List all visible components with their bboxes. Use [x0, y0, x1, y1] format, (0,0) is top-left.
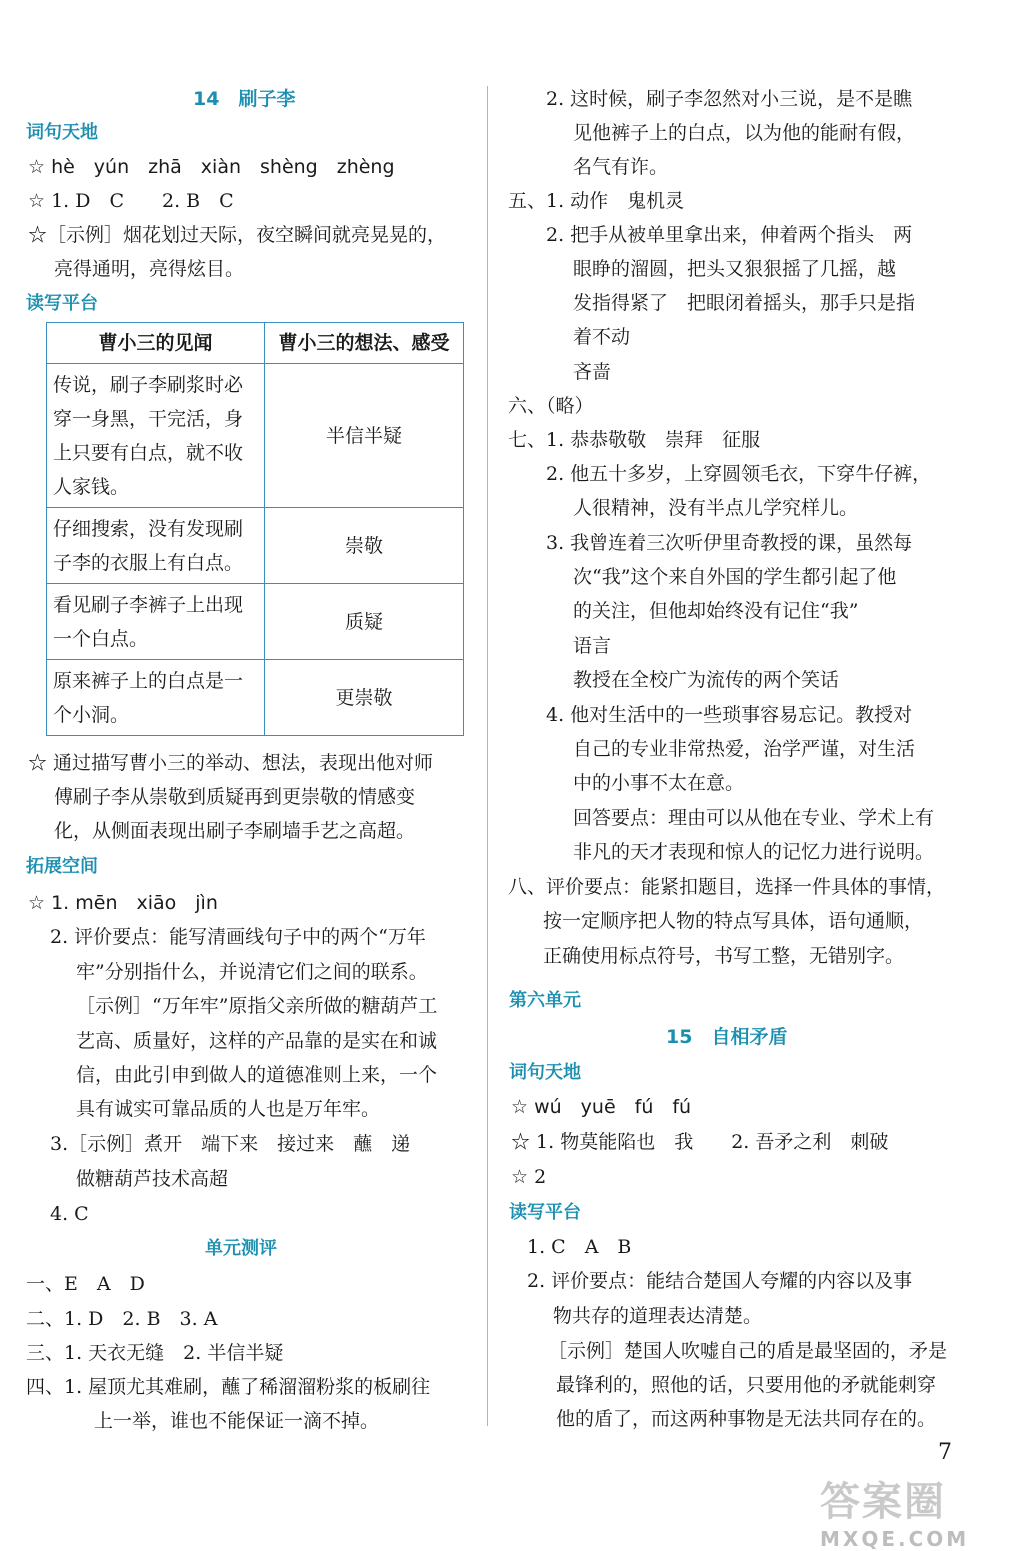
watermark-text: 答案圈	[820, 1479, 946, 1525]
watermark-logo	[820, 1470, 1000, 1551]
answer-line: 名气有诈。	[573, 156, 669, 178]
answer-line: 中的小事不太在意。	[573, 772, 745, 794]
answer-line: 他的盾了，而这两种事物是无法共同存在的。	[556, 1408, 937, 1430]
answer-line: 发指得紧了 把眼闭着摇头，那手只是指	[573, 292, 916, 314]
table-cell: 仔细搜索，没有发现刷 子李的衣服上有白点。	[47, 508, 265, 584]
unit-test-heading: 单元测评	[205, 1238, 277, 1259]
answer-line: 一、E A D	[26, 1273, 145, 1295]
answer-line: ☆ 1. 物莫能陷也 我 2. 吾矛之利 刺破	[511, 1131, 889, 1153]
answer-line: 着不动	[573, 326, 631, 348]
answer-line: 2. 把手从被单里拿出来，伸着两个指头 两	[546, 224, 913, 246]
answer-line: 牢”分别指什么，并说清它们之间的联系。	[76, 961, 428, 983]
answer-line: 的关注，但他却始终没有记住“我”	[573, 600, 859, 622]
answer-line: ［示例］楚国人吹嘘自己的盾是最坚固的，矛是	[548, 1340, 948, 1362]
answer-line: 4. C	[50, 1203, 89, 1225]
answer-line: 最锋利的，照他的话，只要用他的矛就能刺穿	[556, 1374, 937, 1396]
answer-line: 物共存的道理表达清楚。	[553, 1305, 763, 1327]
answer-line: 三、1. 天衣无缝 2. 半信半疑	[26, 1342, 284, 1364]
section-heading-reading-writing: 读写平台	[26, 293, 98, 314]
section-heading-reading-writing: 读写平台	[509, 1202, 581, 1223]
answer-line: 按一定顺序把人物的特点写具体，语句通顺，	[543, 910, 924, 932]
answer-line: 傅刷子李从崇敬到质疑再到更崇敬的情感变	[54, 786, 416, 808]
answer-line: 亮得通明，亮得炫目。	[54, 258, 245, 280]
answer-line: 自己的专业非常热爱，治学严谨，对生活	[573, 738, 916, 760]
answer-line: 八、评价要点：能紧扣题目，选择一件具体的事情，	[508, 876, 946, 898]
answer-line: 2. 评价要点：能结合楚国人夸耀的内容以及事	[527, 1270, 913, 1292]
answer-line: 二、1. D 2. B 3. A	[26, 1308, 218, 1330]
table-cell: 崇敬	[265, 508, 464, 584]
answer-line: 七、1. 恭恭敬敬 崇拜 征服	[508, 429, 761, 451]
answer-line: 人很精神，没有半点儿学究样儿。	[573, 497, 859, 519]
answer-line: ☆ wú yuē fú fú	[511, 1096, 692, 1118]
answer-line: 3.［示例］煮开 端下来 接过来 蘸 递	[50, 1133, 411, 1155]
section-heading-extension: 拓展空间	[26, 856, 98, 877]
table-row	[47, 364, 464, 508]
table-row	[47, 508, 464, 584]
answer-line: 1. C A B	[527, 1236, 632, 1258]
page-number: 7	[938, 1440, 952, 1465]
table-row	[47, 660, 464, 736]
table-cell: 看见刷子李裤子上出现 一个白点。	[47, 584, 265, 660]
answer-line: 信，由此引申到做人的道德准则上来，一个	[76, 1064, 438, 1086]
answer-line: ☆ 2	[511, 1166, 547, 1188]
answer-line: 2. 他五十多岁，上穿圆领毛衣，下穿牛仔裤，	[546, 463, 932, 485]
answer-line: ☆ 通过描写曹小三的举动、想法，表现出他对师	[28, 752, 434, 774]
lesson-14-title: 14 刷子李	[193, 88, 296, 110]
table-cell: 半信半疑	[265, 364, 464, 508]
answer-line: ☆ 1. mēn xiāo jìn	[28, 892, 218, 914]
answer-line: 吝啬	[573, 361, 612, 383]
answer-line: 做糖葫芦技术高超	[76, 1168, 229, 1190]
answer-line: ☆［示例］烟花划过天际，夜空瞬间就亮晃晃的，	[28, 224, 447, 246]
lesson-15-title: 15 自相矛盾	[666, 1026, 788, 1048]
answer-line: ［示例］“万年牢”原指父亲所做的糖葫芦工	[76, 995, 438, 1017]
section-heading-vocabulary: 词句天地	[509, 1062, 581, 1083]
answer-line: 语言	[573, 635, 612, 657]
table-cell: 传说，刷子李刷浆时必 穿一身黑，干完活，身 上只要有白点，就不收 人家钱。	[47, 364, 265, 508]
answer-line: 四、1. 屋顶尤其难刷，蘸了稀溜溜粉浆的板刷往	[26, 1376, 431, 1398]
answer-line: 五、1. 动作 鬼机灵	[508, 190, 685, 212]
table-cell: 质疑	[265, 584, 464, 660]
answer-line: 六、（略）	[508, 395, 594, 417]
answer-line: 3. 我曾连着三次听伊里奇教授的课，虽然每	[546, 532, 913, 554]
answer-line: 见他裤子上的白点，以为他的能耐有假，	[573, 122, 916, 144]
table-row	[47, 584, 464, 660]
table-cell: 更崇敬	[265, 660, 464, 736]
observation-feeling-table	[46, 322, 464, 736]
table-header: 曹小三的见闻	[47, 323, 265, 364]
answer-line: 艺高、质量好，这样的产品靠的是实在和诚	[76, 1030, 438, 1052]
answer-line: 眼睁的溜圆，把头又狠狠摇了几摇，越	[573, 258, 897, 280]
answer-line: 回答要点：理由可以从他在专业、学术上有	[573, 807, 935, 829]
answer-line: ☆ 1. D C 2. B C	[28, 190, 234, 212]
answer-line: 上一举，谁也不能保证一滴不掉。	[94, 1410, 380, 1432]
answer-line: 教授在全校广为流传的两个笑话	[573, 669, 840, 691]
answer-line: 次“我”这个来自外国的学生都引起了他	[573, 566, 897, 588]
answer-line: 非凡的天才表现和惊人的记忆力进行说明。	[573, 841, 935, 863]
answer-line: 4. 他对生活中的一些琐事容易忘记。教授对	[546, 704, 913, 726]
table-cell: 原来裤子上的白点是一 个小洞。	[47, 660, 265, 736]
answer-line: 正确使用标点符号，书写工整，无错别字。	[543, 945, 905, 967]
section-heading-vocabulary: 词句天地	[26, 122, 98, 143]
table-header-row	[47, 323, 464, 364]
watermark-url: MXQE.COM	[820, 1527, 970, 1551]
answer-line: 2. 这时候，刷子李忽然对小三说，是不是瞧	[546, 88, 913, 110]
unit-6-heading: 第六单元	[509, 990, 581, 1011]
answer-line: ☆ hè yún zhā xiàn shèng zhèng	[28, 156, 395, 178]
column-divider	[487, 86, 488, 1426]
answer-line: 具有诚实可靠品质的人也是万年牢。	[76, 1098, 381, 1120]
answer-line: 化，从侧面表现出刷子李刷墙手艺之高超。	[54, 820, 416, 842]
table-header: 曹小三的想法、感受	[265, 323, 464, 364]
answer-line: 2. 评价要点：能写清画线句子中的两个“万年	[50, 926, 426, 948]
